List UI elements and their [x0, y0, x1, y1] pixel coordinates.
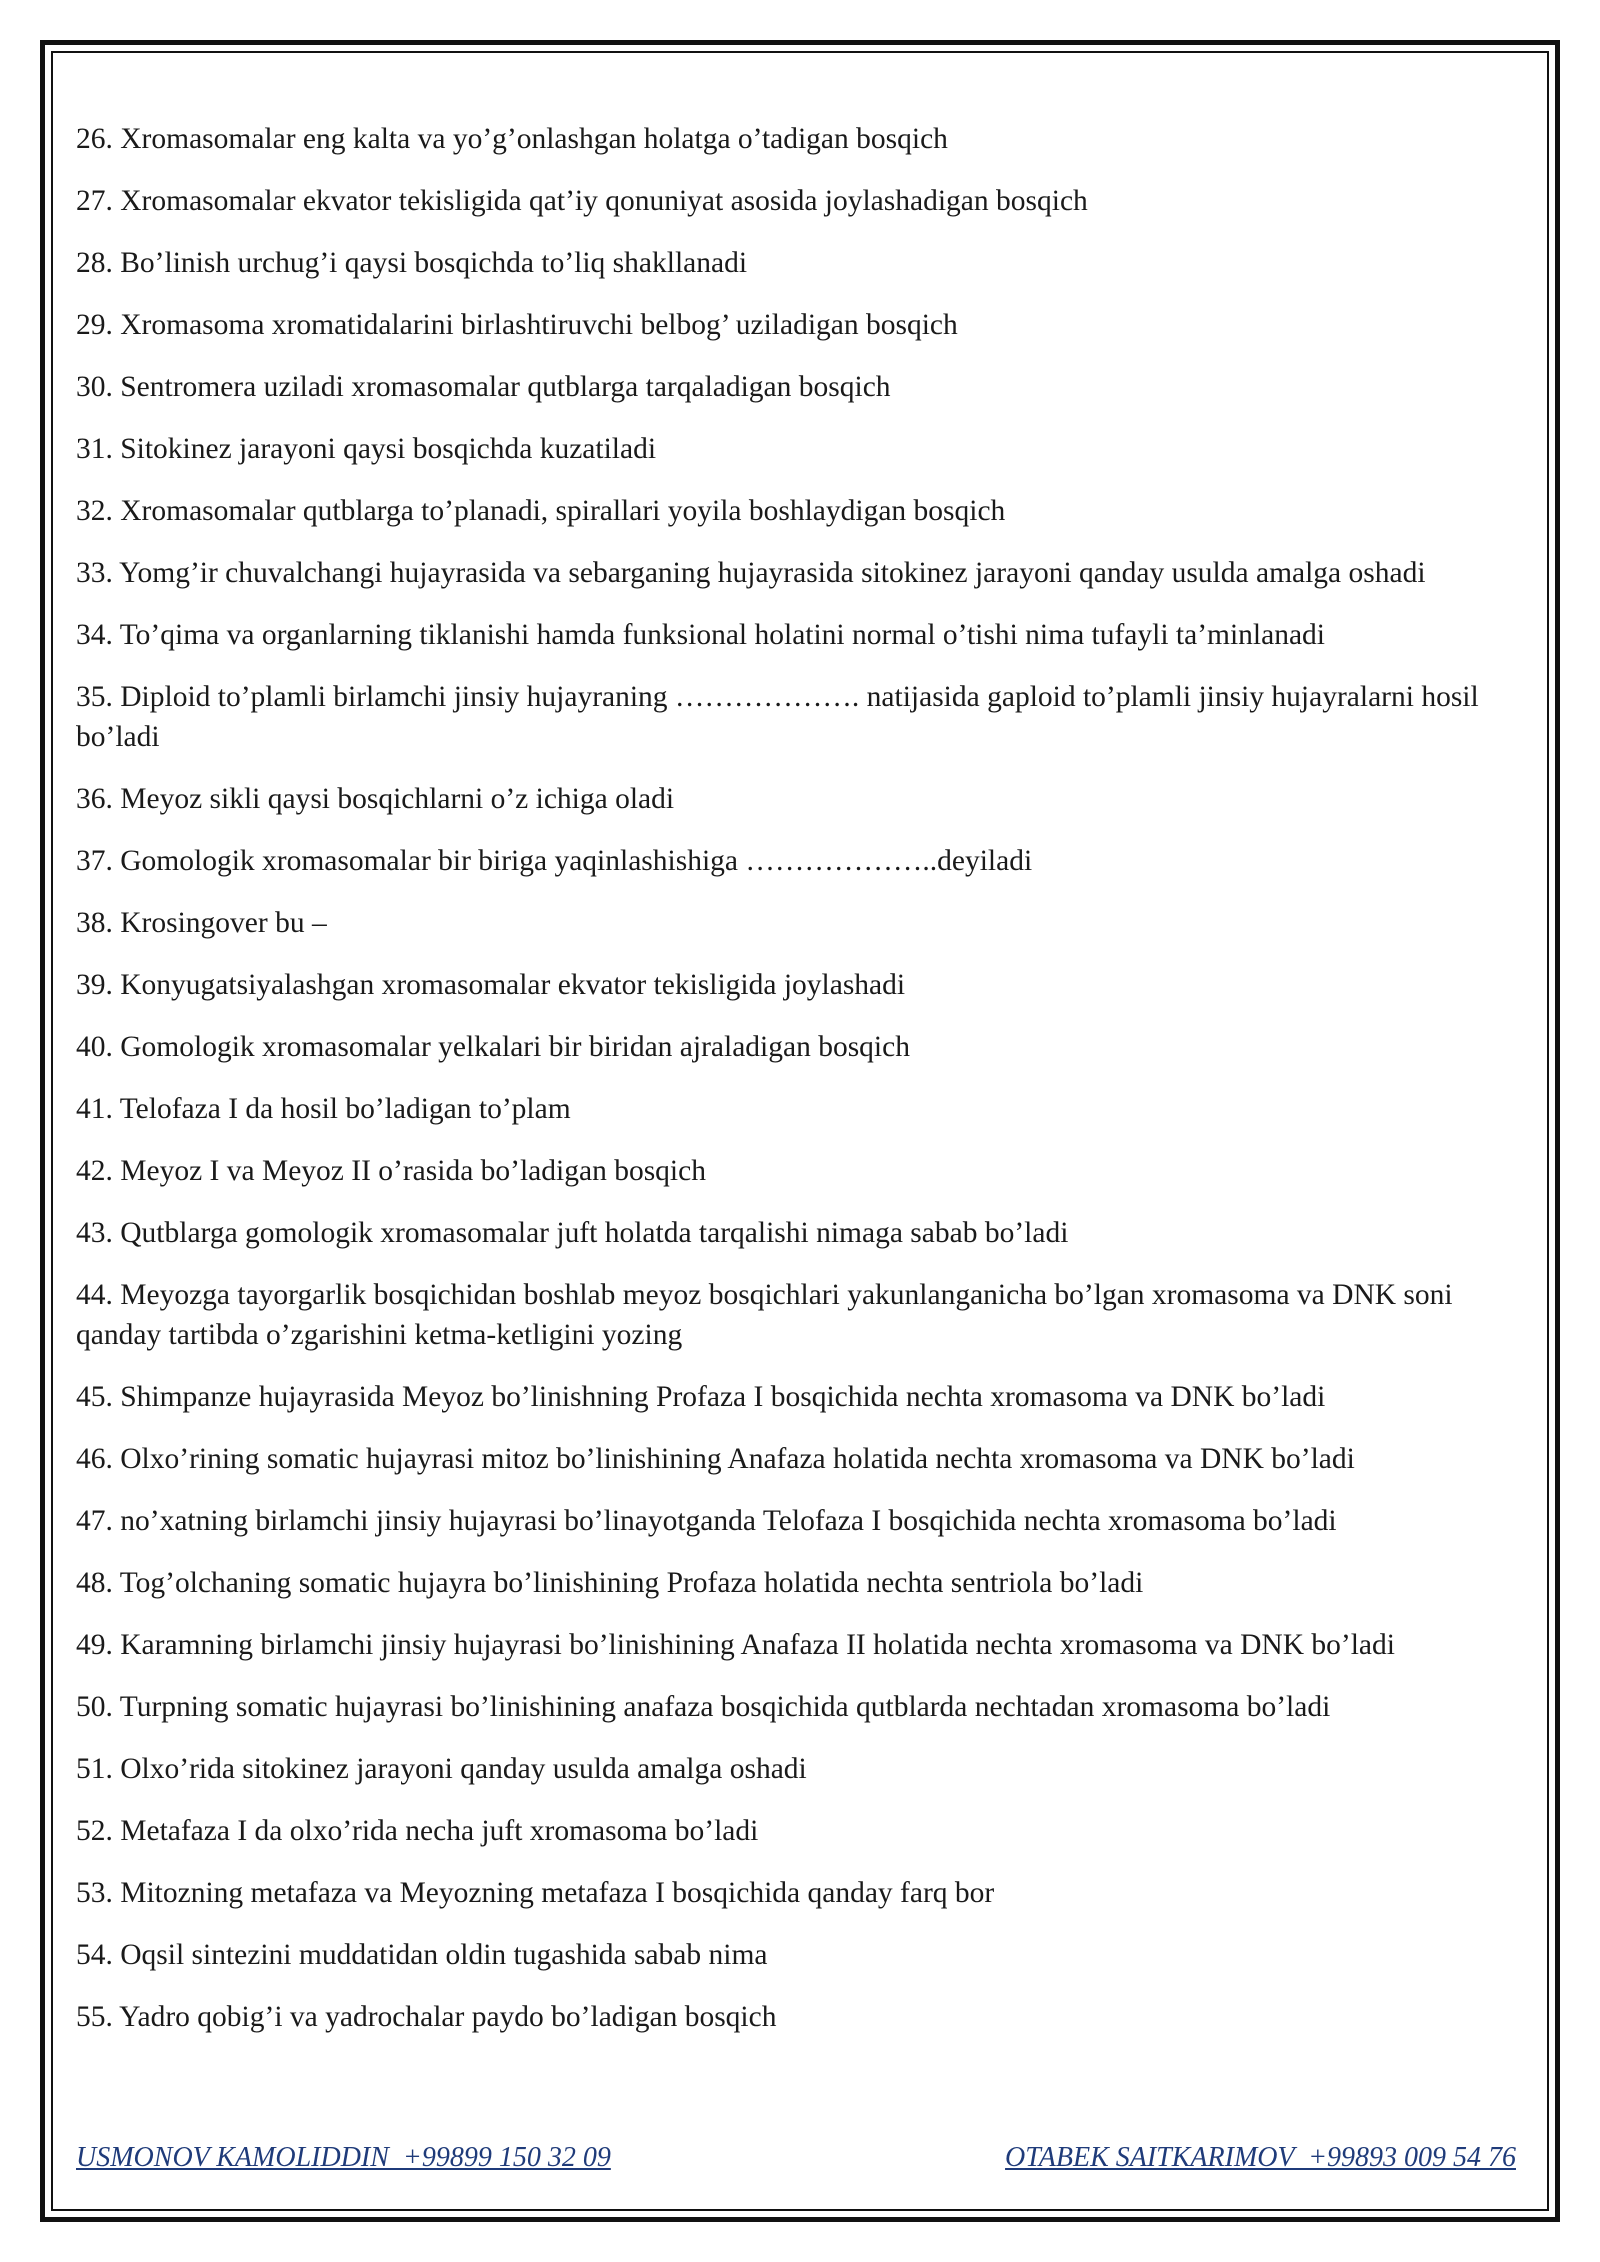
question-51: 51. Olxo’rida sitokinez jarayoni qanday usulda amalga oshadi	[76, 1753, 807, 1785]
question-48: 48. Tog’olchaning somatic hujayra bo’linishining Profaza holatida nechta sentriola bo’ladi	[76, 1567, 1144, 1599]
question-28: 28. Bo’linish urchug’i qaysi bosqichda to’liq shakllanadi	[76, 247, 748, 279]
question-45: 45. Shimpanze hujayrasida Meyoz bo’linishning Profaza I bosqichida nechta xromasoma va DNK bo’ladi	[76, 1381, 1326, 1413]
question-33: 33. Yomg’ir chuvalchangi hujayrasida va sebarganing hujayrasida sitokinez jarayoni qanday usulda amalga oshadi	[76, 557, 1426, 589]
question-40: 40. Gomologik xromasomalar yelkalari bir biridan ajraladigan bosqich	[76, 1031, 910, 1063]
question-34: 34. To’qima va organlarning tiklanishi hamda funksional holatini normal o’tishi nima tufayli ta’minlanadi	[76, 619, 1325, 651]
footer-author-right: OTABEK SAITKARIMOV +99893 009 54 76	[1005, 2142, 1516, 2173]
question-30: 30. Sentromera uziladi xromasomalar qutblarga tarqaladigan bosqich	[76, 371, 891, 403]
question-42: 42. Meyoz I va Meyoz II o’rasida bo’ladigan bosqich	[76, 1155, 706, 1187]
question-55: 55. Yadro qobig’i va yadrochalar paydo bo’ladigan bosqich	[76, 2001, 777, 2033]
question-47: 47. no’xatning birlamchi jinsiy hujayrasi bo’linayotganda Telofaza I bosqichida nechta xromasoma bo’ladi	[76, 1505, 1337, 1537]
question-50: 50. Turpning somatic hujayrasi bo’linishining anafaza bosqichida qutblarda nechtadan xromasoma bo’ladi	[76, 1691, 1331, 1723]
question-39: 39. Konyugatsiyalashgan xromasomalar ekvator tekisligida joylashadi	[76, 969, 906, 1001]
question-27: 27. Xromasomalar ekvator tekisligida qat’iy qonuniyat asosida joylashadigan bosqich	[76, 185, 1088, 217]
question-26: 26. Xromasomalar eng kalta va yo’g’onlashgan holatga o’tadigan bosqich	[76, 123, 948, 155]
question-49: 49. Karamning birlamchi jinsiy hujayrasi bo’linishining Anafaza II holatida nechta xromasoma va DNK bo’ladi	[76, 1629, 1395, 1661]
question-list	[76, 119, 1536, 2059]
question-35: 35. Diploid to’plamli birlamchi jinsiy hujayraning ………………. natijasida gaploid to’plamli jinsiy hujayralarni hosil bo’ladi	[76, 681, 1479, 753]
page-footer	[76, 2142, 1516, 2182]
question-38: 38. Krosingover bu –	[76, 907, 327, 939]
question-36: 36. Meyoz sikli qaysi bosqichlarni o’z ichiga oladi	[76, 783, 675, 815]
footer-author-left: USMONOV KAMOLIDDIN +99899 150 32 09	[76, 2142, 611, 2173]
question-41: 41. Telofaza I da hosil bo’ladigan to’plam	[76, 1093, 571, 1125]
question-54: 54. Oqsil sintezini muddatidan oldin tugashida sabab nima	[76, 1939, 768, 1971]
question-44: 44. Meyozga tayorgarlik bosqichidan boshlab meyoz bosqichlari yakunlanganicha bo’lgan xromasoma va DNK soni qanday tartibda o’zgarishini ketma-ketligini yozing	[76, 1279, 1453, 1351]
question-52: 52. Metafaza I da olxo’rida necha juft xromasoma bo’ladi	[76, 1815, 759, 1847]
question-46: 46. Olxo’rining somatic hujayrasi mitoz bo’linishining Anafaza holatida nechta xromasoma va DNK bo’ladi	[76, 1443, 1355, 1475]
question-43: 43. Qutblarga gomologik xromasomalar juft holatda tarqalishi nimaga sabab bo’ladi	[76, 1217, 1069, 1249]
question-29: 29. Xromasoma xromatidalarini birlashtiruvchi belbog’ uziladigan bosqich	[76, 309, 958, 341]
question-32: 32. Xromasomalar qutblarga to’planadi, spirallari yoyila boshlaydigan bosqich	[76, 495, 1006, 527]
question-53: 53. Mitozning metafaza va Meyozning metafaza I bosqichida qanday farq bor	[76, 1877, 995, 1909]
question-37: 37. Gomologik xromasomalar bir biriga yaqinlashishiga ………………..deyiladi	[76, 845, 1033, 877]
question-31: 31. Sitokinez jarayoni qaysi bosqichda kuzatiladi	[76, 433, 657, 465]
